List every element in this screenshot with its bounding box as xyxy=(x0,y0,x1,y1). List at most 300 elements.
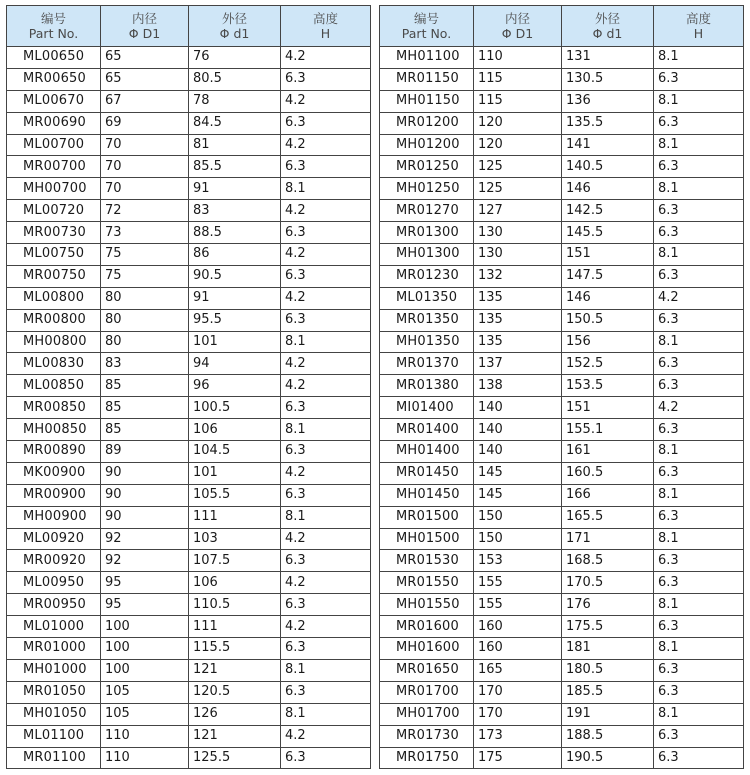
inner-diameter-cell: 70 xyxy=(101,134,189,156)
inner-diameter-cell: 160 xyxy=(474,638,562,660)
outer-diameter-cell: 152.5 xyxy=(562,353,654,375)
table-row xyxy=(7,528,371,550)
table-row xyxy=(7,441,371,463)
table-body-right xyxy=(380,47,744,769)
height-cell: 6.3 xyxy=(654,309,744,331)
height-cell: 6.3 xyxy=(281,112,371,134)
part-no-cell: MH01300 xyxy=(380,244,474,266)
height-cell: 6.3 xyxy=(654,353,744,375)
outer-diameter-cell: 84.5 xyxy=(189,112,281,134)
height-cell: 8.1 xyxy=(654,484,744,506)
inner-diameter-cell: 80 xyxy=(101,287,189,309)
part-no-cell: MR01200 xyxy=(380,112,474,134)
inner-diameter-cell: 155 xyxy=(474,594,562,616)
table-row xyxy=(7,747,371,769)
inner-diameter-cell: 95 xyxy=(101,594,189,616)
table-row xyxy=(380,178,744,200)
height-cell: 8.1 xyxy=(654,528,744,550)
table-row xyxy=(380,397,744,419)
inner-diameter-cell: 72 xyxy=(101,200,189,222)
part-no-cell: MH01200 xyxy=(380,134,474,156)
height-cell: 4.2 xyxy=(281,616,371,638)
inner-diameter-cell: 90 xyxy=(101,484,189,506)
part-no-cell: MR01250 xyxy=(380,156,474,178)
header-inner-diameter xyxy=(101,6,189,47)
inner-diameter-cell: 132 xyxy=(474,265,562,287)
height-cell: 8.1 xyxy=(281,659,371,681)
outer-diameter-cell: 153.5 xyxy=(562,375,654,397)
part-no-cell: MR00890 xyxy=(7,441,101,463)
table-row xyxy=(380,200,744,222)
outer-diameter-cell: 175.5 xyxy=(562,616,654,638)
part-no-cell: MR00920 xyxy=(7,550,101,572)
table-row xyxy=(380,441,744,463)
height-cell: 8.1 xyxy=(654,594,744,616)
height-cell: 4.2 xyxy=(654,397,744,419)
table-row xyxy=(380,156,744,178)
table-row xyxy=(7,550,371,572)
inner-diameter-cell: 150 xyxy=(474,528,562,550)
height-cell: 6.3 xyxy=(281,68,371,90)
part-no-cell: MH01150 xyxy=(380,90,474,112)
table-row xyxy=(380,572,744,594)
part-no-cell: MR01730 xyxy=(380,725,474,747)
outer-diameter-cell: 165.5 xyxy=(562,506,654,528)
table-row xyxy=(7,462,371,484)
inner-diameter-cell: 92 xyxy=(101,550,189,572)
height-cell: 6.3 xyxy=(281,747,371,769)
height-cell: 6.3 xyxy=(654,659,744,681)
part-no-cell: MR00730 xyxy=(7,222,101,244)
table-row xyxy=(380,659,744,681)
table-row xyxy=(7,90,371,112)
height-cell: 8.1 xyxy=(654,441,744,463)
height-cell: 6.3 xyxy=(654,156,744,178)
inner-diameter-cell: 85 xyxy=(101,419,189,441)
height-cell: 6.3 xyxy=(654,419,744,441)
part-no-cell: ML01000 xyxy=(7,616,101,638)
inner-diameter-cell: 135 xyxy=(474,287,562,309)
part-no-cell: MR01370 xyxy=(380,353,474,375)
outer-diameter-cell: 125.5 xyxy=(189,747,281,769)
height-cell: 4.2 xyxy=(281,462,371,484)
part-no-cell: MH00700 xyxy=(7,178,101,200)
table-row xyxy=(7,200,371,222)
table-row xyxy=(380,506,744,528)
outer-diameter-cell: 86 xyxy=(189,244,281,266)
part-no-cell: MK00900 xyxy=(7,462,101,484)
part-no-cell: MR01000 xyxy=(7,638,101,660)
inner-diameter-cell: 120 xyxy=(474,112,562,134)
height-cell: 6.3 xyxy=(654,265,744,287)
table-row xyxy=(7,244,371,266)
part-no-cell: MR01350 xyxy=(380,309,474,331)
table-row xyxy=(7,134,371,156)
table-row xyxy=(380,594,744,616)
table-row xyxy=(380,375,744,397)
part-no-cell: MH01500 xyxy=(380,528,474,550)
outer-diameter-cell: 78 xyxy=(189,90,281,112)
outer-diameter-cell: 115.5 xyxy=(189,638,281,660)
table-row xyxy=(7,484,371,506)
height-cell: 6.3 xyxy=(654,68,744,90)
part-no-cell: MR01150 xyxy=(380,68,474,90)
table-row xyxy=(7,419,371,441)
table-row xyxy=(7,638,371,660)
inner-diameter-cell: 83 xyxy=(101,353,189,375)
outer-diameter-cell: 191 xyxy=(562,703,654,725)
outer-diameter-cell: 141 xyxy=(562,134,654,156)
header-en: Φ d1 xyxy=(219,26,250,41)
part-no-cell: MH00900 xyxy=(7,506,101,528)
table-row xyxy=(7,506,371,528)
inner-diameter-cell: 155 xyxy=(474,572,562,594)
inner-diameter-cell: 140 xyxy=(474,419,562,441)
table-row xyxy=(7,681,371,703)
outer-diameter-cell: 155.1 xyxy=(562,419,654,441)
inner-diameter-cell: 100 xyxy=(101,638,189,660)
inner-diameter-cell: 127 xyxy=(474,200,562,222)
part-no-cell: MR01700 xyxy=(380,681,474,703)
height-cell: 6.3 xyxy=(654,572,744,594)
inner-diameter-cell: 90 xyxy=(101,506,189,528)
inner-diameter-cell: 90 xyxy=(101,462,189,484)
inner-diameter-cell: 95 xyxy=(101,572,189,594)
part-no-cell: MR00650 xyxy=(7,68,101,90)
part-no-cell: MR01380 xyxy=(380,375,474,397)
height-cell: 6.3 xyxy=(654,747,744,769)
outer-diameter-cell: 120.5 xyxy=(189,681,281,703)
part-no-cell: ML00650 xyxy=(7,47,101,69)
header-part-no xyxy=(380,6,474,47)
part-no-cell: MR01100 xyxy=(7,747,101,769)
table-row xyxy=(7,353,371,375)
table-row xyxy=(7,594,371,616)
part-no-cell: MR01600 xyxy=(380,616,474,638)
outer-diameter-cell: 94 xyxy=(189,353,281,375)
inner-diameter-cell: 137 xyxy=(474,353,562,375)
inner-diameter-cell: 165 xyxy=(474,659,562,681)
outer-diameter-cell: 140.5 xyxy=(562,156,654,178)
header-en: Part No. xyxy=(28,26,79,41)
table-row xyxy=(380,528,744,550)
inner-diameter-cell: 85 xyxy=(101,397,189,419)
inner-diameter-cell: 89 xyxy=(101,441,189,463)
height-cell: 4.2 xyxy=(281,375,371,397)
inner-diameter-cell: 115 xyxy=(474,90,562,112)
table-row xyxy=(7,287,371,309)
table-row xyxy=(7,331,371,353)
inner-diameter-cell: 110 xyxy=(101,725,189,747)
outer-diameter-cell: 180.5 xyxy=(562,659,654,681)
inner-diameter-cell: 130 xyxy=(474,222,562,244)
height-cell: 8.1 xyxy=(654,90,744,112)
part-no-cell: MH01700 xyxy=(380,703,474,725)
table-row xyxy=(7,659,371,681)
outer-diameter-cell: 136 xyxy=(562,90,654,112)
height-cell: 8.1 xyxy=(654,638,744,660)
height-cell: 8.1 xyxy=(654,134,744,156)
outer-diameter-cell: 151 xyxy=(562,397,654,419)
outer-diameter-cell: 147.5 xyxy=(562,265,654,287)
height-cell: 6.3 xyxy=(281,594,371,616)
part-no-cell: MR01500 xyxy=(380,506,474,528)
part-no-cell: MH01100 xyxy=(380,47,474,69)
inner-diameter-cell: 115 xyxy=(474,68,562,90)
table-row xyxy=(7,375,371,397)
table-row xyxy=(380,484,744,506)
outer-diameter-cell: 130.5 xyxy=(562,68,654,90)
height-cell: 8.1 xyxy=(654,703,744,725)
header-cn: 内径 xyxy=(131,11,157,26)
height-cell: 4.2 xyxy=(281,90,371,112)
part-no-cell: ML00750 xyxy=(7,244,101,266)
table-row xyxy=(380,353,744,375)
height-cell: 6.3 xyxy=(654,462,744,484)
header-en: Φ D1 xyxy=(501,26,534,41)
part-no-cell: MR01400 xyxy=(380,419,474,441)
inner-diameter-cell: 145 xyxy=(474,484,562,506)
height-cell: 6.3 xyxy=(654,616,744,638)
height-cell: 6.3 xyxy=(281,484,371,506)
part-no-cell: MH00800 xyxy=(7,331,101,353)
part-no-cell: MR00850 xyxy=(7,397,101,419)
outer-diameter-cell: 142.5 xyxy=(562,200,654,222)
outer-diameter-cell: 91 xyxy=(189,178,281,200)
parts-table-right xyxy=(379,5,744,769)
height-cell: 4.2 xyxy=(281,200,371,222)
table-row xyxy=(380,68,744,90)
height-cell: 6.3 xyxy=(281,222,371,244)
part-no-cell: MR01650 xyxy=(380,659,474,681)
height-cell: 6.3 xyxy=(654,550,744,572)
height-cell: 8.1 xyxy=(281,419,371,441)
outer-diameter-cell: 110.5 xyxy=(189,594,281,616)
table-row xyxy=(380,550,744,572)
outer-diameter-cell: 126 xyxy=(189,703,281,725)
inner-diameter-cell: 138 xyxy=(474,375,562,397)
outer-diameter-cell: 96 xyxy=(189,375,281,397)
header-row xyxy=(380,6,744,47)
part-no-cell: MH00850 xyxy=(7,419,101,441)
inner-diameter-cell: 100 xyxy=(101,616,189,638)
table-row xyxy=(380,638,744,660)
outer-diameter-cell: 176 xyxy=(562,594,654,616)
table-row xyxy=(7,156,371,178)
outer-diameter-cell: 103 xyxy=(189,528,281,550)
part-no-cell: ML00670 xyxy=(7,90,101,112)
table-row xyxy=(7,309,371,331)
table-row xyxy=(7,112,371,134)
part-no-cell: MR01050 xyxy=(7,681,101,703)
height-cell: 8.1 xyxy=(654,178,744,200)
table-row xyxy=(7,703,371,725)
outer-diameter-cell: 185.5 xyxy=(562,681,654,703)
outer-diameter-cell: 106 xyxy=(189,572,281,594)
outer-diameter-cell: 111 xyxy=(189,506,281,528)
inner-diameter-cell: 145 xyxy=(474,462,562,484)
inner-diameter-cell: 135 xyxy=(474,309,562,331)
outer-diameter-cell: 170.5 xyxy=(562,572,654,594)
table-row xyxy=(7,616,371,638)
outer-diameter-cell: 101 xyxy=(189,331,281,353)
height-cell: 8.1 xyxy=(281,506,371,528)
part-no-cell: MR01230 xyxy=(380,265,474,287)
inner-diameter-cell: 110 xyxy=(474,47,562,69)
inner-diameter-cell: 120 xyxy=(474,134,562,156)
part-no-cell: MH01350 xyxy=(380,331,474,353)
height-cell: 4.2 xyxy=(281,47,371,69)
height-cell: 6.3 xyxy=(654,112,744,134)
table-row xyxy=(380,462,744,484)
height-cell: 6.3 xyxy=(654,506,744,528)
height-cell: 4.2 xyxy=(281,134,371,156)
header-cn: 高度 xyxy=(685,11,711,26)
table-row xyxy=(380,616,744,638)
height-cell: 6.3 xyxy=(281,265,371,287)
table-row xyxy=(380,725,744,747)
outer-diameter-cell: 131 xyxy=(562,47,654,69)
part-no-cell: ML01350 xyxy=(380,287,474,309)
part-no-cell: MR01550 xyxy=(380,572,474,594)
part-no-cell: ML01100 xyxy=(7,725,101,747)
header-cn: 高度 xyxy=(312,11,338,26)
header-en: Part No. xyxy=(401,26,452,41)
table-row xyxy=(7,68,371,90)
inner-diameter-cell: 130 xyxy=(474,244,562,266)
header-outer-diameter xyxy=(189,6,281,47)
table-row xyxy=(380,419,744,441)
outer-diameter-cell: 160.5 xyxy=(562,462,654,484)
header-en: H xyxy=(693,26,704,41)
height-cell: 6.3 xyxy=(281,309,371,331)
outer-diameter-cell: 188.5 xyxy=(562,725,654,747)
part-no-cell: MR01300 xyxy=(380,222,474,244)
outer-diameter-cell: 100.5 xyxy=(189,397,281,419)
inner-diameter-cell: 75 xyxy=(101,244,189,266)
table-row xyxy=(380,309,744,331)
outer-diameter-cell: 83 xyxy=(189,200,281,222)
outer-diameter-cell: 105.5 xyxy=(189,484,281,506)
height-cell: 8.1 xyxy=(281,703,371,725)
outer-diameter-cell: 88.5 xyxy=(189,222,281,244)
header-inner-diameter xyxy=(474,6,562,47)
height-cell: 8.1 xyxy=(654,244,744,266)
table-row xyxy=(380,265,744,287)
height-cell: 6.3 xyxy=(654,375,744,397)
height-cell: 8.1 xyxy=(281,178,371,200)
part-no-cell: MH01400 xyxy=(380,441,474,463)
header-en: Φ d1 xyxy=(592,26,623,41)
inner-diameter-cell: 70 xyxy=(101,156,189,178)
part-no-cell: MH01250 xyxy=(380,178,474,200)
table-row xyxy=(380,681,744,703)
table-row xyxy=(380,222,744,244)
header-row xyxy=(7,6,371,47)
table-row xyxy=(380,244,744,266)
header-cn: 内径 xyxy=(504,11,530,26)
header-en: H xyxy=(320,26,331,41)
header-cn: 外径 xyxy=(594,11,620,26)
outer-diameter-cell: 135.5 xyxy=(562,112,654,134)
part-no-cell: MR00700 xyxy=(7,156,101,178)
part-no-cell: MH01050 xyxy=(7,703,101,725)
part-no-cell: MR00690 xyxy=(7,112,101,134)
header-cn: 外径 xyxy=(221,11,247,26)
part-no-cell: MH01600 xyxy=(380,638,474,660)
part-no-cell: MI01400 xyxy=(380,397,474,419)
height-cell: 6.3 xyxy=(654,222,744,244)
table-row xyxy=(380,287,744,309)
height-cell: 4.2 xyxy=(654,287,744,309)
table-row xyxy=(7,397,371,419)
inner-diameter-cell: 73 xyxy=(101,222,189,244)
part-no-cell: MH01000 xyxy=(7,659,101,681)
inner-diameter-cell: 170 xyxy=(474,681,562,703)
part-no-cell: ML00950 xyxy=(7,572,101,594)
header-height xyxy=(281,6,371,47)
part-no-cell: MR01750 xyxy=(380,747,474,769)
part-no-cell: ML00720 xyxy=(7,200,101,222)
table-row xyxy=(7,572,371,594)
outer-diameter-cell: 161 xyxy=(562,441,654,463)
part-no-cell: ML00920 xyxy=(7,528,101,550)
table-row xyxy=(380,134,744,156)
inner-diameter-cell: 67 xyxy=(101,90,189,112)
inner-diameter-cell: 105 xyxy=(101,681,189,703)
inner-diameter-cell: 135 xyxy=(474,331,562,353)
outer-diameter-cell: 145.5 xyxy=(562,222,654,244)
header-part-no xyxy=(7,6,101,47)
inner-diameter-cell: 110 xyxy=(101,747,189,769)
inner-diameter-cell: 65 xyxy=(101,68,189,90)
outer-diameter-cell: 121 xyxy=(189,659,281,681)
outer-diameter-cell: 151 xyxy=(562,244,654,266)
part-no-cell: MR01450 xyxy=(380,462,474,484)
height-cell: 6.3 xyxy=(281,156,371,178)
inner-diameter-cell: 125 xyxy=(474,156,562,178)
table-row xyxy=(7,222,371,244)
outer-diameter-cell: 106 xyxy=(189,419,281,441)
height-cell: 4.2 xyxy=(281,572,371,594)
part-no-cell: ML00700 xyxy=(7,134,101,156)
height-cell: 8.1 xyxy=(654,47,744,69)
parts-table-left xyxy=(6,5,371,769)
part-no-cell: ML00800 xyxy=(7,287,101,309)
height-cell: 6.3 xyxy=(281,638,371,660)
outer-diameter-cell: 181 xyxy=(562,638,654,660)
inner-diameter-cell: 153 xyxy=(474,550,562,572)
inner-diameter-cell: 75 xyxy=(101,265,189,287)
outer-diameter-cell: 107.5 xyxy=(189,550,281,572)
inner-diameter-cell: 70 xyxy=(101,178,189,200)
table-row xyxy=(7,265,371,287)
part-no-cell: ML00830 xyxy=(7,353,101,375)
inner-diameter-cell: 140 xyxy=(474,441,562,463)
table-row xyxy=(7,725,371,747)
height-cell: 4.2 xyxy=(281,725,371,747)
table-row xyxy=(380,331,744,353)
outer-diameter-cell: 146 xyxy=(562,178,654,200)
inner-diameter-cell: 65 xyxy=(101,47,189,69)
outer-diameter-cell: 166 xyxy=(562,484,654,506)
table-row xyxy=(380,112,744,134)
table-row xyxy=(380,747,744,769)
height-cell: 8.1 xyxy=(654,331,744,353)
height-cell: 6.3 xyxy=(654,200,744,222)
height-cell: 8.1 xyxy=(281,331,371,353)
outer-diameter-cell: 156 xyxy=(562,331,654,353)
